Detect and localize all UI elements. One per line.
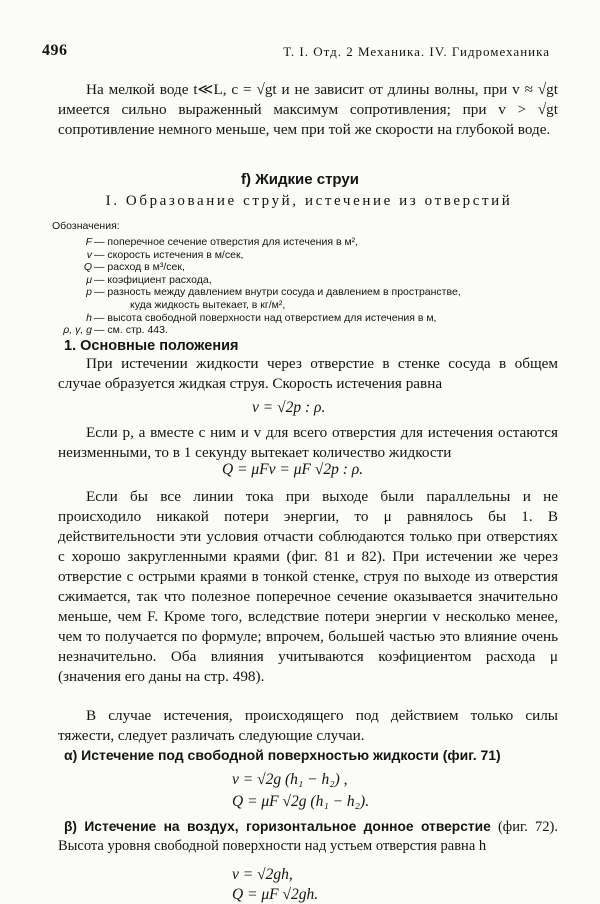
running-head: Т. I. Отд. 2 Механика. IV. Гидромеханика: [283, 44, 550, 59]
notation-list: [58, 236, 558, 337]
notation-item: [58, 261, 558, 274]
notation-symbol: h: [86, 311, 92, 324]
notation-symbol: ρ, γ, g: [63, 324, 92, 337]
paragraph-1: При истечении жидкости через отверстие в стенке сосуда в общем случае образуется жидкая струя. Скорость истечения равна: [58, 355, 558, 392]
subcase-beta-text: (фиг. 72). Высота уровня свободной поверхности над устьем отверстия равна h: [58, 819, 558, 854]
notation-item: [58, 249, 558, 262]
notation-symbol: F: [85, 236, 92, 248]
notation-item: [58, 312, 558, 325]
notation-definition: — коэфициент расхода,: [94, 273, 212, 286]
intro-paragraph: На мелкой воде t≪L, c = √gt и не зависит от длины волны, при v ≈ √gt имеется сильно выраженный максимум сопротивления; при v > √gt сопротивление немного меньше, чем при той же скорости на глубокой воде.: [58, 81, 558, 138]
paragraph-2: Если p, а вместе с ним и v для всего отверстия для истечения остаются неизменными, то в 1 секунду вытекает количество жидкости: [58, 424, 558, 461]
notation-symbol: [58, 299, 94, 312]
notation-definition: — высота свободной поверхности над отверстием для истечения в м,: [94, 311, 437, 324]
notation-definition: — поперечное сечение отверстия для истечения в м²,: [94, 236, 359, 248]
notation-symbol: p: [86, 286, 92, 299]
formula-discharge: Q = μFv = μF √2p : ρ.: [222, 461, 364, 478]
heading-basic-principles: 1. Основные положения: [64, 338, 239, 354]
notation-symbol: v: [86, 248, 92, 261]
notation-definition: — см. стр. 443.: [94, 324, 168, 337]
paragraph-3: Если бы все линии тока при выходе были параллельны и не происходило никакой потери энергии, то μ равнялось бы 1. В действительности эти условия отчасти соблюдаются только при отверстиях с хорошо закругленными краями (фиг. 81 и 82). При истечении же через отверстие с острыми краями в тонкой стенке, струя по выходе из отверстия сжимается, так что полезное поперечное сечение оказывается значительно меньше, чем F. Кроме того, вследствие потери энергии v несколько менее, чем то получается по формуле; впрочем, большей частью это влияние очень незначительно. Оба влияния учитываются коэфициентом расхода μ (значения его даны на стр. 498).: [58, 488, 558, 685]
notation-symbol: μ: [86, 273, 92, 286]
notation-definition: куда жидкость вытекает, в кг/м²,: [130, 298, 286, 311]
notation-definition: — расход в м³/сек,: [94, 261, 185, 274]
section-title: f) Жидкие струи: [241, 171, 359, 188]
formula-alpha-velocity: v = √2g (h₁ − h₂) ,: [232, 771, 348, 788]
formula-alpha-discharge: Q = μF √2g (h₁ − h₂).: [232, 793, 370, 810]
notation-label: Обозначения:: [52, 220, 120, 232]
subcase-alpha-title: α) Истечение под свободной поверхностью жидкости (фиг. 71): [64, 747, 501, 763]
subcase-beta: [58, 817, 558, 856]
page-number: 496: [42, 42, 68, 59]
notation-definition: — скорость истечения в м/сек,: [94, 248, 244, 261]
notation-item-continuation: [58, 299, 558, 312]
notation-item: [58, 274, 558, 287]
notation-definition: — разность между давлением внутри сосуда и давлением в пространстве,: [94, 286, 461, 299]
notation-item: [58, 324, 558, 337]
notation-item: [58, 236, 558, 249]
formula-beta-discharge: Q = μF √2gh.: [232, 886, 319, 903]
notation-item: [58, 286, 558, 299]
paragraph-4: В случае истечения, происходящего под действием только силы тяжести, следует различать следующие случаи.: [58, 707, 558, 744]
subsection-title: I. Образование струй, истечение из отверстий: [105, 193, 513, 209]
subcase-beta-title: β) Истечение на воздух, горизонтальное донное отверстие: [64, 819, 491, 834]
notation-symbol: Q: [83, 261, 92, 274]
page-header: [42, 42, 550, 62]
formula-velocity: v = √2p : ρ.: [252, 399, 326, 416]
formula-beta-velocity: v = √2gh,: [232, 866, 293, 883]
